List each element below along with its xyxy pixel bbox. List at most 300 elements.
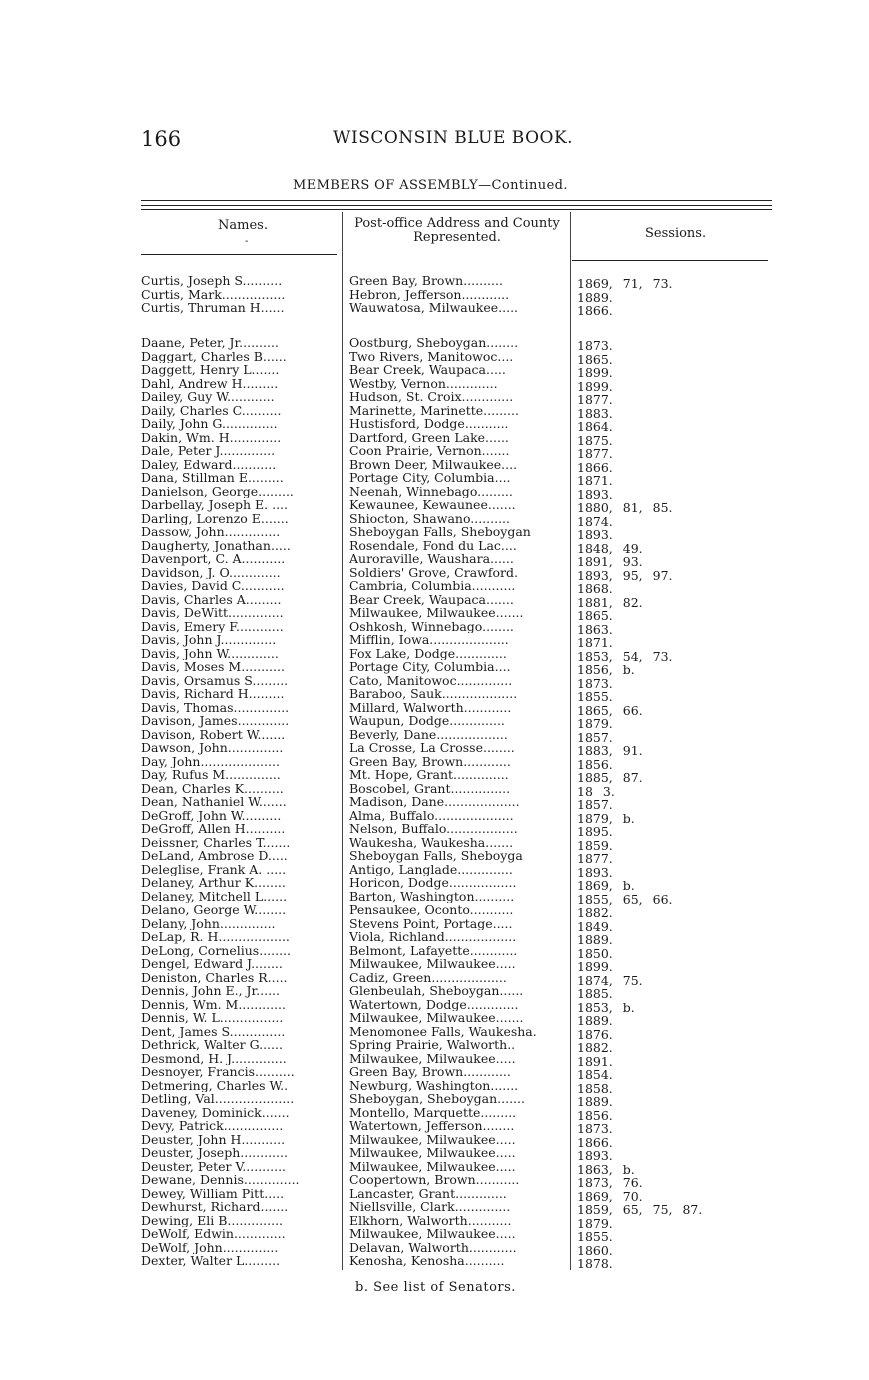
member-name: Dethrick, Walter G......	[141, 1038, 283, 1052]
member-name: Detmering, Charles W..	[141, 1078, 289, 1092]
table-row	[0, 1146, 869, 1163]
member-name: DeWolf, Edwin.............	[141, 1227, 286, 1241]
post-office-address: Niellsville, Clark..............	[349, 1200, 511, 1214]
table-row	[0, 728, 869, 742]
post-office-address: Stevens Point, Portage.....	[349, 916, 513, 930]
member-name: Dailey, Guy W............	[141, 390, 275, 404]
sessions: 1899.	[577, 366, 613, 380]
sessions: 1865.	[577, 352, 613, 366]
sessions: 1855.	[577, 690, 613, 704]
table-row	[0, 863, 869, 877]
post-office-address: Portage City, Columbia....	[349, 660, 511, 674]
table-row	[0, 755, 869, 769]
header-underline-names	[141, 254, 337, 255]
table-row	[0, 539, 869, 553]
sessions: 1889.	[577, 933, 613, 947]
member-name: Dexter, Walter L.........	[141, 1254, 281, 1268]
member-name: Daveney, Dominick.......	[141, 1105, 290, 1119]
table-row	[0, 741, 869, 758]
post-office-address: Glenbeulah, Sheboygan......	[349, 984, 524, 998]
sessions: 1863.	[577, 622, 613, 636]
post-office-address: Portage City, Columbia....	[349, 471, 511, 485]
sessions: 1869, 71, 73.	[577, 277, 673, 291]
table-row	[0, 1065, 869, 1082]
member-name: Davis, Charles A.........	[141, 592, 282, 606]
sessions: 1885.	[577, 987, 613, 1001]
member-name: Davis, John W.............	[141, 646, 279, 660]
post-office-address: Green Bay, Brown............	[349, 754, 511, 768]
table-row	[0, 606, 869, 623]
post-office-address: Hudson, St. Croix.............	[349, 390, 514, 404]
member-name: Deuster, John H...........	[141, 1132, 286, 1146]
post-office-address: La Crosse, La Crosse........	[349, 741, 515, 755]
post-office-address: Milwaukee, Milwaukee.....	[349, 957, 516, 971]
sessions: 1877.	[577, 393, 613, 407]
sessions: 1873, 76.	[577, 1176, 643, 1190]
table-row	[0, 768, 869, 785]
sessions: 1858.	[577, 1081, 613, 1095]
sessions: 1882.	[577, 906, 613, 920]
table-row	[0, 1227, 869, 1244]
sessions: 1869, 70.	[577, 1189, 643, 1203]
sessions: 1881, 82.	[577, 595, 643, 609]
post-office-address: Mt. Hope, Grant..............	[349, 768, 509, 782]
member-name: Davis, Orsamus S.........	[141, 673, 289, 687]
post-office-address: Kenosha, Kenosha..........	[349, 1254, 505, 1268]
table-row	[0, 1160, 869, 1174]
member-name: Dennis, Wm. M............	[141, 997, 287, 1011]
post-office-address: Antigo, Langlade..............	[349, 862, 513, 876]
sessions: 1854.	[577, 1068, 613, 1082]
table-row	[0, 944, 869, 958]
post-office-address: Horicon, Dodge.................	[349, 876, 517, 890]
table-row	[0, 336, 869, 353]
post-office-address: Dartford, Green Lake......	[349, 430, 509, 444]
sessions: 1877.	[577, 447, 613, 461]
member-name: Dennis, John E., Jr......	[141, 984, 280, 998]
sessions: 1893.	[577, 528, 613, 542]
sessions: 1855.	[577, 1230, 613, 1244]
table-top-rule-2	[141, 205, 772, 206]
sessions: 1849.	[577, 919, 613, 933]
post-office-address: Hustisford, Dodge...........	[349, 417, 509, 431]
post-office-address: Milwaukee, Milwaukee.....	[349, 1227, 516, 1241]
table-row	[0, 350, 869, 364]
sessions: 1891.	[577, 1054, 613, 1068]
member-name: Desnoyer, Francis..........	[141, 1065, 295, 1079]
sessions: 1882.	[577, 1041, 613, 1055]
sessions: 1893.	[577, 487, 613, 501]
member-name: Dengel, Edward J........	[141, 957, 283, 971]
table-row	[0, 363, 869, 380]
sessions: 1873.	[577, 1122, 613, 1136]
post-office-address: Bear Creek, Waupaca.......	[349, 592, 514, 606]
post-office-address: Delavan, Walworth............	[349, 1240, 517, 1254]
post-office-address: Wauwatosa, Milwaukee.....	[349, 301, 519, 315]
post-office-address: Milwaukee, Milwaukee.......	[349, 606, 524, 620]
table-row	[0, 647, 869, 661]
table-row	[0, 971, 869, 985]
table-row	[0, 485, 869, 499]
post-office-address: Elkhorn, Walworth...........	[349, 1213, 512, 1227]
post-office-address: Westby, Vernon.............	[349, 376, 498, 390]
sessions: 1863, b.	[577, 1162, 635, 1176]
post-office-address: Brown Deer, Milwaukee....	[349, 457, 518, 471]
table-row	[0, 876, 869, 893]
table-row	[0, 288, 869, 302]
sessions: 1889.	[577, 1095, 613, 1109]
post-office-address: Waupun, Dodge..............	[349, 714, 505, 728]
sessions: 1889.	[577, 290, 613, 304]
table-row	[0, 984, 869, 1001]
post-office-address: Watertown, Dodge.............	[349, 997, 519, 1011]
member-name: Daugherty, Jonathan.....	[141, 538, 291, 552]
member-name: Davison, James.............	[141, 714, 290, 728]
post-office-address: Viola, Richland..................	[349, 930, 517, 944]
table-row	[0, 849, 869, 866]
post-office-address: Baraboo, Sauk...................	[349, 687, 518, 701]
table-row	[0, 782, 869, 796]
post-office-address: Belmont, Lafayette............	[349, 943, 518, 957]
table-row	[0, 930, 869, 947]
post-office-address: Two Rivers, Manitowoc....	[349, 349, 514, 363]
member-name: Delaney, Mitchell L......	[141, 889, 288, 903]
member-name: DeLand, Ambrose D.....	[141, 849, 288, 863]
member-name: Deuster, Peter V...........	[141, 1159, 287, 1173]
post-office-address: Barton, Washington..........	[349, 889, 515, 903]
member-name: Devy, Patrick...............	[141, 1119, 284, 1133]
post-office-address: Milwaukee, Milwaukee.....	[349, 1132, 516, 1146]
sessions: 1848, 49.	[577, 541, 643, 555]
column-header-address: Post-office Address and County Represented.	[354, 216, 560, 245]
sessions: 1874, 75.	[577, 973, 643, 987]
member-name: Dennis, W. L................	[141, 1011, 284, 1025]
sessions: 1866.	[577, 304, 613, 318]
member-name: Dale, Peter J..............	[141, 444, 276, 458]
sessions: 1865.	[577, 609, 613, 623]
member-name: Delaney, Arthur K........	[141, 876, 286, 890]
sessions: 1853, 54, 73.	[577, 649, 673, 663]
post-office-address: Green Bay, Brown..........	[349, 274, 503, 288]
table-row	[0, 1173, 869, 1190]
table-row	[0, 701, 869, 715]
table-row	[0, 1079, 869, 1093]
post-office-address: Milwaukee, Milwaukee.....	[349, 1051, 516, 1065]
sessions: 1879.	[577, 1216, 613, 1230]
member-name: Davison, Robert W.......	[141, 727, 286, 741]
sessions: 1866.	[577, 1135, 613, 1149]
member-name: Delano, George W........	[141, 903, 287, 917]
member-name: Davis, John J..............	[141, 633, 277, 647]
table-row	[0, 377, 869, 391]
sessions: 1893, 95, 97.	[577, 568, 673, 582]
table-row	[0, 674, 869, 688]
member-name: Day, Rufus M..............	[141, 768, 281, 782]
sessions: 1864.	[577, 420, 613, 434]
sessions: 1860.	[577, 1243, 613, 1257]
sessions: 1899.	[577, 379, 613, 393]
member-name: Day, John....................	[141, 754, 280, 768]
member-name: Davies, David C...........	[141, 579, 285, 593]
sessions: 1879.	[577, 717, 613, 731]
table-top-rule-3	[141, 209, 772, 210]
member-name: Daley, Edward...........	[141, 457, 277, 471]
sessions: 1856.	[577, 757, 613, 771]
post-office-address: Cadiz, Green...................	[349, 970, 507, 984]
post-office-address: Cambria, Columbia...........	[349, 579, 516, 593]
table-row	[0, 620, 869, 634]
table-row	[0, 417, 869, 434]
table-row	[0, 917, 869, 931]
member-name: DeLong, Cornelius........	[141, 943, 292, 957]
table-row	[0, 998, 869, 1012]
post-office-address: Pensaukee, Oconto...........	[349, 903, 514, 917]
table-row	[0, 301, 869, 318]
sessions: 1899.	[577, 960, 613, 974]
table-row	[0, 1011, 869, 1028]
member-name: DeGroff, Allen H..........	[141, 822, 286, 836]
post-office-address: Coon Prairie, Vernon.......	[349, 444, 510, 458]
sessions: 1893.	[577, 865, 613, 879]
post-office-address: Lancaster, Grant.............	[349, 1186, 507, 1200]
table-row	[0, 471, 869, 488]
sessions: 1855, 65, 66.	[577, 892, 673, 906]
post-office-address: Spring Prairie, Walworth..	[349, 1038, 516, 1052]
running-head: WISCONSIN BLUE BOOK.	[333, 128, 574, 148]
table-row	[0, 957, 869, 974]
sessions: 1878.	[577, 1257, 613, 1271]
member-name: Deuster, Joseph............	[141, 1146, 288, 1160]
sessions: 1850.	[577, 946, 613, 960]
sessions: 18 3.	[577, 784, 615, 798]
post-office-address: Cato, Manitowoc..............	[349, 673, 513, 687]
sessions: 1893.	[577, 1149, 613, 1163]
member-name: Deniston, Charles R.....	[141, 970, 288, 984]
post-office-address: Milwaukee, Milwaukee.....	[349, 1159, 516, 1173]
member-name: Daggett, Henry L.......	[141, 363, 280, 377]
member-name: Daily, Charles C..........	[141, 403, 282, 417]
table-row	[0, 512, 869, 526]
table-row	[0, 1254, 869, 1271]
sessions: 1880, 81, 85.	[577, 501, 673, 515]
member-name: Dean, Charles K..........	[141, 781, 284, 795]
post-office-address: Marinette, Marinette.........	[349, 403, 519, 417]
sessions: 1875.	[577, 433, 613, 447]
table-row	[0, 1119, 869, 1136]
table-row	[0, 1241, 869, 1255]
member-name: Dewhurst, Richard.......	[141, 1200, 289, 1214]
member-name: Darling, Lorenzo E.......	[141, 511, 289, 525]
member-name: Daane, Peter, Jr..........	[141, 336, 279, 350]
table-row	[0, 431, 869, 445]
table-row	[0, 1200, 869, 1217]
sessions: 1883.	[577, 406, 613, 420]
member-name: Davis, Richard H.........	[141, 687, 285, 701]
member-name: Delany, John..............	[141, 916, 276, 930]
table-row	[0, 660, 869, 677]
table-row	[0, 714, 869, 731]
table-row	[0, 1092, 869, 1109]
member-name: Curtis, Joseph S..........	[141, 274, 283, 288]
member-name: Deissner, Charles T.......	[141, 835, 291, 849]
table-row	[0, 1052, 869, 1066]
table-row	[0, 1187, 869, 1201]
sessions: 1885, 87.	[577, 771, 643, 785]
sessions: 1859, 65, 75, 87.	[577, 1203, 703, 1217]
member-name: Dewane, Dennis..............	[141, 1173, 300, 1187]
post-office-address: Boscobel, Grant...............	[349, 781, 511, 795]
table-row	[0, 274, 869, 291]
member-name: Dassow, John..............	[141, 525, 281, 539]
member-name: DeGroff, John W..........	[141, 808, 282, 822]
table-row	[0, 1133, 869, 1147]
post-office-address: Oostburg, Sheboygan........	[349, 336, 519, 350]
sessions: 1866.	[577, 460, 613, 474]
table-row	[0, 633, 869, 650]
member-name: DeWolf, John..............	[141, 1240, 279, 1254]
sessions: 1857.	[577, 798, 613, 812]
entries-group-d	[0, 336, 869, 1271]
column-header-names: Names.	[218, 218, 268, 233]
post-office-address: Neenah, Winnebago.........	[349, 484, 513, 498]
sessions: 1857.	[577, 730, 613, 744]
sessions: 1869, b.	[577, 879, 635, 893]
sessions: 1876.	[577, 1027, 613, 1041]
table-top-rule	[141, 200, 772, 201]
post-office-address: Madison, Dane...................	[349, 795, 520, 809]
table-row	[0, 458, 869, 472]
member-name: Dewing, Eli B..............	[141, 1213, 284, 1227]
member-name: Davis, Thomas..............	[141, 700, 290, 714]
table-row	[0, 579, 869, 596]
post-office-address: Fox Lake, Dodge.............	[349, 646, 507, 660]
post-office-address: Hebron, Jefferson............	[349, 287, 510, 301]
post-office-address: Soldiers' Grove, Crawford.	[349, 565, 518, 579]
table-row	[0, 1106, 869, 1120]
table-row	[0, 890, 869, 904]
post-office-address: Millard, Walworth............	[349, 700, 512, 714]
sessions: 1868.	[577, 582, 613, 596]
member-name: Davis, Emery F............	[141, 619, 284, 633]
footnote: b. See list of Senators.	[355, 1280, 516, 1295]
post-office-address: Watertown, Jefferson........	[349, 1119, 515, 1133]
sessions: 1865, 66.	[577, 703, 643, 717]
table-subtitle: MEMBERS OF ASSEMBLY—Continued.	[293, 178, 568, 193]
sessions: 1871.	[577, 474, 613, 488]
sessions: 1856.	[577, 1108, 613, 1122]
entries-group-curtis	[0, 274, 869, 318]
post-office-address: Milwaukee, Milwaukee.....	[349, 1146, 516, 1160]
member-name: Davis, DeWitt..............	[141, 606, 284, 620]
page-number: 166	[141, 127, 182, 151]
post-office-address: Newburg, Washington.......	[349, 1078, 519, 1092]
member-name: Dakin, Wm. H.............	[141, 430, 282, 444]
member-name: Danielson, George.........	[141, 484, 294, 498]
member-name: Deleglise, Frank A. .....	[141, 862, 287, 876]
post-office-address: Auroraville, Waushara......	[349, 552, 514, 566]
post-office-address: Alma, Buffalo....................	[349, 808, 514, 822]
post-office-address: Nelson, Buffalo..................	[349, 822, 518, 836]
sessions: 1879, b.	[577, 811, 635, 825]
table-row	[0, 1214, 869, 1228]
post-office-address: Beverly, Dane..................	[349, 727, 508, 741]
sessions: 1873.	[577, 339, 613, 353]
table-row	[0, 525, 869, 542]
sessions: 1874.	[577, 514, 613, 528]
sessions: 1856, b.	[577, 663, 635, 677]
post-office-address: Rosendale, Fond du Lac....	[349, 538, 517, 552]
post-office-address: Sheboygan Falls, Sheboygan	[349, 525, 531, 539]
table-row	[0, 593, 869, 607]
sessions: 1871.	[577, 636, 613, 650]
member-name: Dana, Stillman E.........	[141, 471, 284, 485]
post-office-address: Milwaukee, Milwaukee.......	[349, 1011, 524, 1025]
post-office-address: Green Bay, Brown............	[349, 1065, 511, 1079]
table-row	[0, 404, 869, 418]
post-office-address: Coopertown, Brown...........	[349, 1173, 520, 1187]
post-office-address: Mifflin, Iowa....................	[349, 633, 509, 647]
post-office-address: Montello, Marquette.........	[349, 1105, 517, 1119]
sessions: 1895.	[577, 825, 613, 839]
header-underline-sessions	[572, 260, 768, 261]
sessions: 1891, 93.	[577, 555, 643, 569]
member-name: Dent, James S..............	[141, 1024, 286, 1038]
table-row	[0, 822, 869, 839]
sessions: 1889.	[577, 1014, 613, 1028]
member-name: Darbellay, Joseph E. ....	[141, 498, 288, 512]
sessions: 1873.	[577, 676, 613, 690]
member-name: Dahl, Andrew H.........	[141, 376, 279, 390]
member-name: Davis, Moses M...........	[141, 660, 285, 674]
table-row	[0, 498, 869, 515]
table-row	[0, 809, 869, 823]
sessions: 1877.	[577, 852, 613, 866]
member-name: Curtis, Thruman H......	[141, 301, 285, 315]
member-name: Curtis, Mark................	[141, 287, 286, 301]
member-name: Detling, Val....................	[141, 1092, 295, 1106]
table-row	[0, 552, 869, 569]
post-office-address: Kewaunee, Kewaunee.......	[349, 498, 516, 512]
member-name: Dean, Nathaniel W.......	[141, 795, 287, 809]
post-office-address: Oshkosh, Winnebago........	[349, 619, 514, 633]
column-header-tick: -	[245, 236, 249, 247]
member-name: Desmond, H. J..............	[141, 1051, 287, 1065]
table-row	[0, 444, 869, 461]
member-name: Daggart, Charles B......	[141, 349, 287, 363]
column-header-sessions: Sessions.	[645, 226, 707, 241]
member-name: DeLap, R. H..................	[141, 930, 290, 944]
post-office-address: Sheboygan Falls, Sheboyga	[349, 849, 523, 863]
table-row	[0, 390, 869, 407]
post-office-address: Shiocton, Shawano..........	[349, 511, 510, 525]
table-row	[0, 795, 869, 812]
table-row	[0, 903, 869, 920]
post-office-address: Menomonee Falls, Waukesha.	[349, 1024, 537, 1038]
table-row	[0, 687, 869, 704]
member-name: Davidson, J. O.............	[141, 565, 281, 579]
sessions: 1883, 91.	[577, 744, 643, 758]
member-name: Dewey, William Pitt.....	[141, 1186, 285, 1200]
sessions: 1853, b.	[577, 1000, 635, 1014]
member-name: Daily, John G..............	[141, 417, 278, 431]
post-office-address: Sheboygan, Sheboygan.......	[349, 1092, 525, 1106]
table-row	[0, 1025, 869, 1039]
member-name: Davenport, C. A...........	[141, 552, 286, 566]
table-row	[0, 566, 869, 580]
sessions: 1859.	[577, 838, 613, 852]
post-office-address: Waukesha, Waukesha.......	[349, 835, 514, 849]
table-row	[0, 1038, 869, 1055]
